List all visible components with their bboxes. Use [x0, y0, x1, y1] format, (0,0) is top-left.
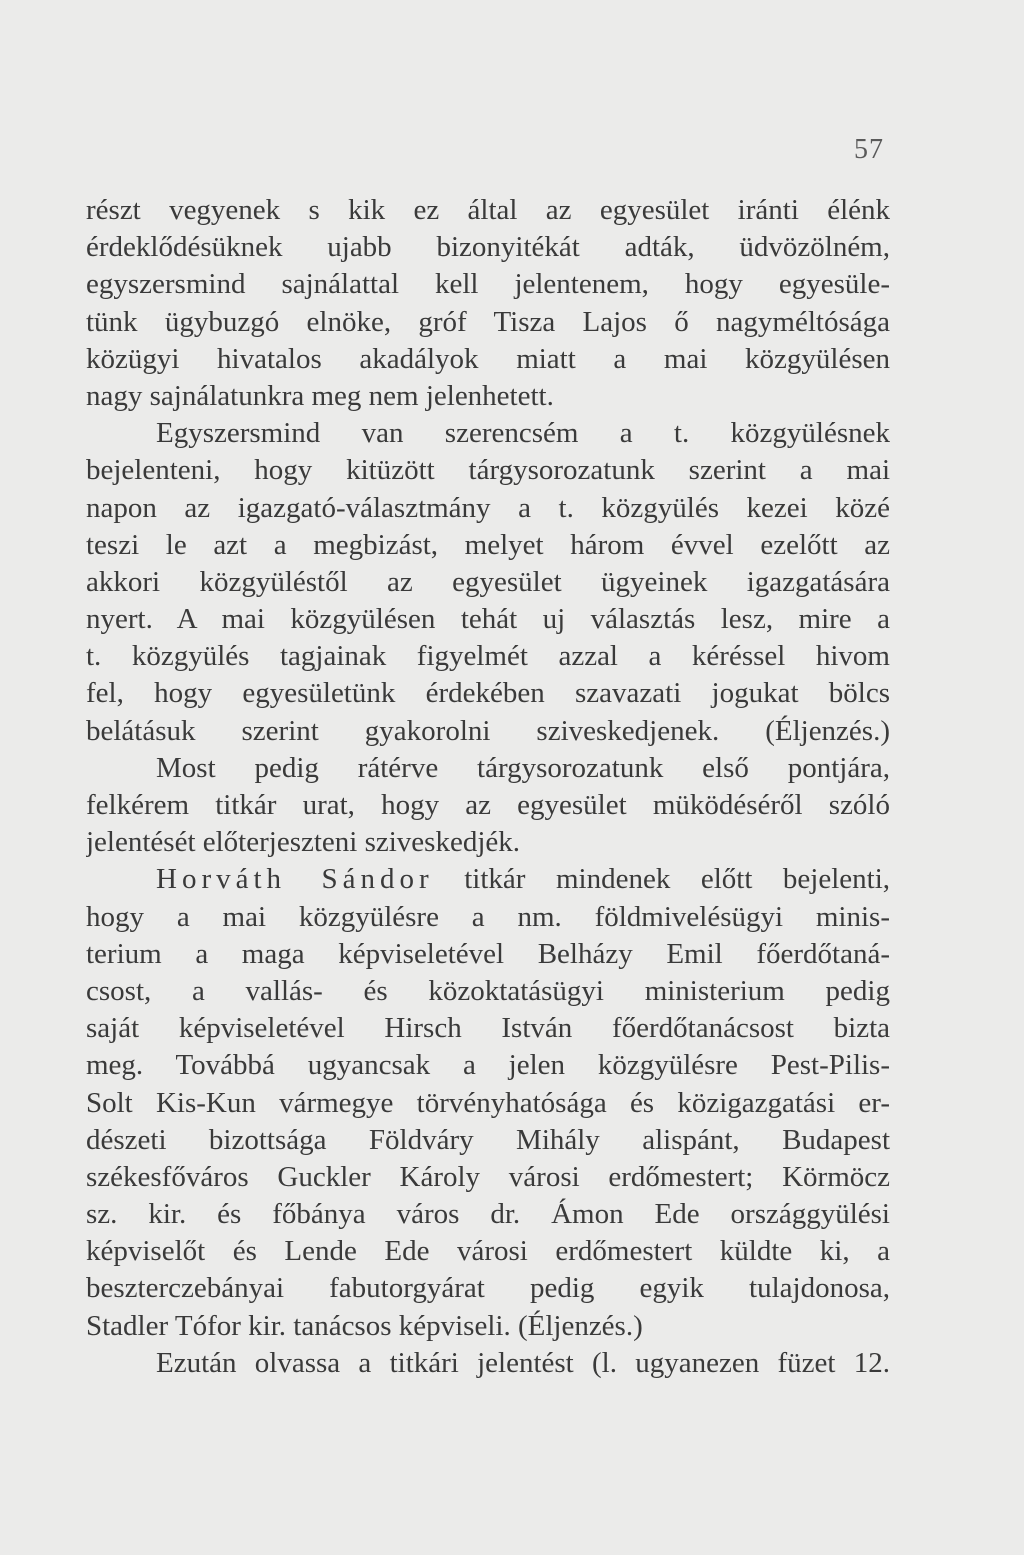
text-line: Stadler Tófor kir. tanácsos képviseli. (Éljenzés.) — [86, 1309, 643, 1342]
text-line: székesfőváros Guckler Károly városi erdőmestert; Körmöcz — [86, 1160, 890, 1193]
text-line: felkérem titkár urat, hogy az egyesület müködéséről szóló — [86, 789, 890, 821]
text-line: jelentését előterjeszteni sziveskedjék. — [86, 826, 521, 859]
text-line: beszterczebányai fabutorgyárat pedig egyik tulajdonosa, — [86, 1272, 890, 1305]
text-line: bejelenteni, hogy kitüzött tárgysorozatunk szerint a mai — [86, 454, 890, 487]
text-line: Egyszersmind van szerencsém a t. közgyülésnek — [156, 417, 890, 450]
text-line: képviselőt és Lende Ede városi erdőmestert küldte ki, a — [86, 1235, 890, 1268]
speaker-name: Horváth Sándor — [156, 863, 434, 896]
text-line: akkori közgyüléstől az egyesület ügyeinek igazgatására — [86, 565, 890, 598]
text-line: érdeklődésüknek ujabb bizonyitékát adták, üdvözölném, — [86, 231, 890, 264]
text-line: nyert. A mai közgyülésen tehát uj választás lesz, mire a — [86, 603, 890, 636]
text-line: hogy a mai közgyülésre a nm. földmivelésügyi minis- — [86, 900, 890, 933]
text-line: sz. kir. és főbánya város dr. Ámon Ede országgyülési — [86, 1198, 890, 1231]
text-line: meg. Továbbá ugyancsak a jelen közgyülésre Pest-Pilis- — [86, 1049, 890, 1082]
text-line: saját képviseletével Hirsch István főerdőtanácsost bizta — [86, 1012, 890, 1045]
text-line: tünk ügybuzgó elnöke, gróf Tisza Lajos ő nagyméltósága — [86, 305, 890, 338]
text-line: részt vegyenek s kik ez által az egyesület iránti élénk — [86, 194, 890, 226]
page-number: 57 — [854, 134, 884, 165]
text-line: Most pedig rátérve tárgysorozatunk első pontjára, — [156, 751, 890, 784]
text-line: terium a maga képviseletével Belházy Emil főerdőtaná- — [86, 937, 890, 970]
text-line: Solt Kis-Kun vármegye törvényhatósága és közigazgatási er- — [86, 1086, 890, 1119]
text-line: Ezután olvassa a titkári jelentést (l. ugyanezen füzet 12. — [156, 1346, 890, 1379]
text-line: egyszersmind sajnálattal kell jelentenem, hogy egyesüle- — [86, 268, 890, 301]
text-line: csost, a vallás- és közoktatásügyi ministerium pedig — [86, 974, 890, 1007]
text-line: belátásuk szerint gyakorolni sziveskedjenek. (Éljenzés.) — [86, 714, 890, 747]
text-line: t. közgyülés tagjainak figyelmét azzal a kéréssel hivom — [86, 640, 890, 673]
text-line: nagy sajnálatunkra meg nem jelenhetett. — [86, 379, 554, 412]
text-line: napon az igazgató-választmány a t. közgyülés kezei közé — [86, 491, 890, 524]
text-line: teszi le azt a megbizást, melyet három évvel ezelőtt az — [86, 528, 890, 561]
text-line: fel, hogy egyesületünk érdekében szavazati jogukat bölcs — [86, 677, 890, 710]
text-line: közügyi hivatalos akadályok miatt a mai közgyülésen — [86, 342, 890, 375]
speaker-line-rest: titkár mindenek előtt bejelenti, — [433, 863, 890, 896]
text-line: dészeti bizottsága Földváry Mihály alispánt, Budapest — [86, 1123, 890, 1156]
text-line — [86, 861, 890, 898]
body-text — [86, 192, 890, 1382]
